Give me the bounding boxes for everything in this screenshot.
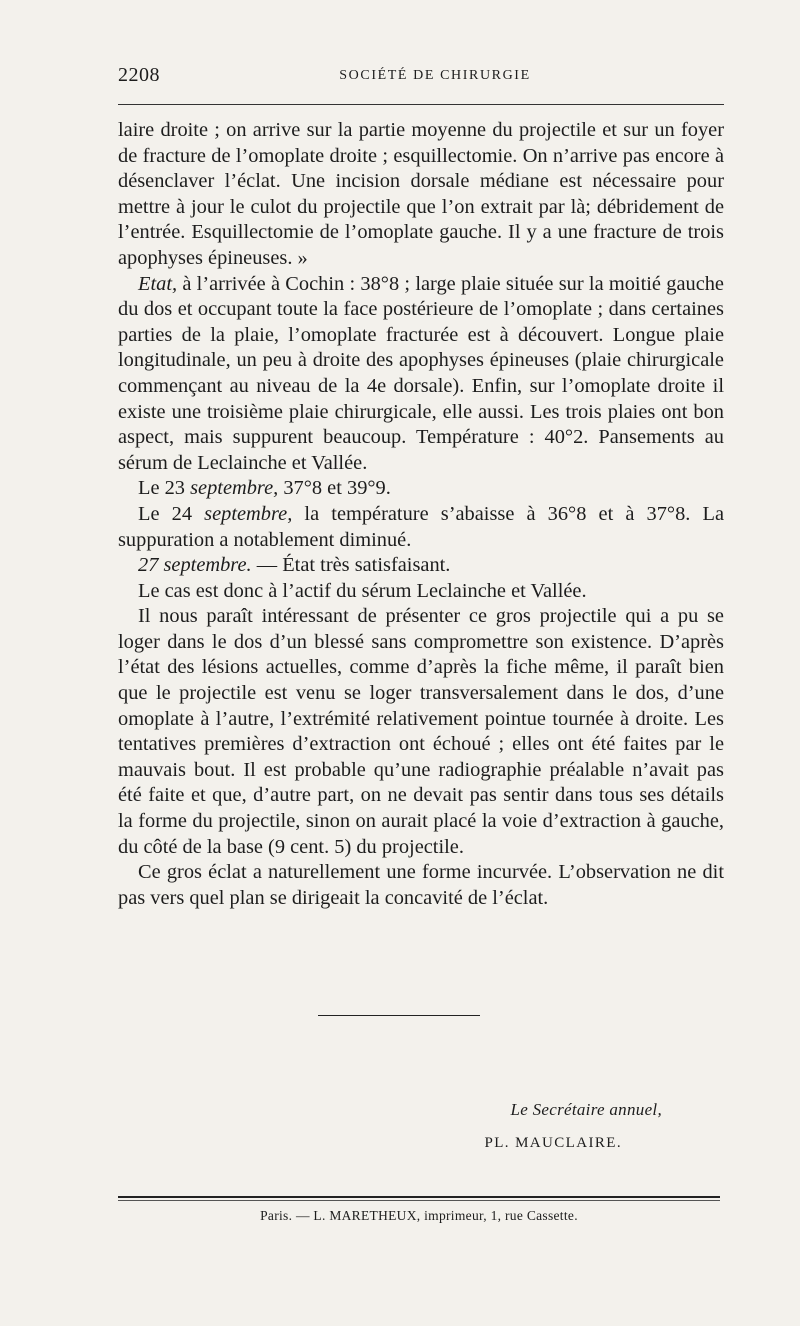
- paragraph-6: Le cas est donc à l’actif du sérum Leclainche et Vallée.: [138, 579, 587, 602]
- printer-imprint: Paris. — L. MARETHEUX, imprimeur, 1, rue Cassette.: [260, 1208, 578, 1223]
- paragraph-4-text: la température s’abaisse à 36°8 et à 37°8. La suppuration a notablement diminué.: [118, 502, 725, 551]
- footer-rule-thick: [118, 1196, 720, 1198]
- paragraph-2: [118, 272, 724, 477]
- paragraph-2-text: à l’arrivée à Cochin : 38°8 ; large plaie située sur la moitié gauche du dos et occupant toute la face postérieure de l’omoplate ; dans certaines parties de la plaie, l’omoplate fracturée est à découvert. Longue plaie longitudinale, un peu à droite des apophyses épineuses (plaie chirurgicale commençant au niveau de la 4e dorsale). Enfin, sur l’omoplate droite il existe une troisième plaie chirurgicale, elle aussi. Les trois plaies ont bon aspect, mais suppurent beaucoup. Température : 40°2. Pansements au sérum de Leclainche et Vallée.: [118, 272, 724, 474]
- paragraph-5-date: 27 septembre.: [138, 554, 252, 577]
- paragraph-3-date: septembre,: [190, 477, 279, 500]
- running-title: SOCIÉTÉ DE CHIRURGIE: [339, 68, 531, 83]
- paragraph-3-pre: Le 23: [138, 477, 191, 500]
- paragraph-4: [118, 502, 724, 553]
- section-end-rule: [318, 1015, 480, 1016]
- paragraph-4-date: septembre,: [204, 502, 293, 525]
- footer-rule-thin: [118, 1200, 720, 1201]
- body-text: [118, 118, 724, 911]
- page-header: [118, 64, 724, 94]
- paragraph-5: [118, 553, 724, 579]
- paragraph-1: laire droite ; on arrive sur la partie moyenne du projectile et sur un foyer de fracture de l’omoplate droite ; esquillectomie. On n’arrive pas encore à désenclaver l’éclat. Une incision dorsale médiane est nécessaire pour mettre à jour le culot du projectile que l’on extrait par là; débridement de l’entrée. Esquillectomie de l’omoplate gauche. Il y a une fracture de trois apophyses épineuses. »: [118, 119, 724, 269]
- paragraph-2-lead: Etat,: [138, 272, 178, 295]
- paragraph-7: Il nous paraît intéressant de présenter ce gros projectile qui a pu se loger dans le dos d’un blessé sans compromettre son existence. D’après l’état des lésions actuelles, comme d’après la fiche même, il paraît bien que le projectile est venu se loger transversalement dans le dos, d’une omoplate à l’autre, l’extrémité relativement pointue tournée à droite. Les tentatives premières d’extraction ont échoué ; elles ont été faites par le mauvais bout. Il est probable qu’une radiographie préalable n’avait pas été faite et que, d’autre part, on ne devait pas sentir dans tous ses détails la forme du projectile, sinon on aurait placé la voie d’extraction à gauche, du côté de la base (9 cent. 5) du projectile.: [118, 605, 724, 858]
- header-rule: [118, 104, 724, 105]
- paragraph-4-pre: Le 24: [138, 502, 205, 525]
- paragraph-8: Ce gros éclat a naturellement une forme incurvée. L’observation ne dit pas vers quel plan se dirigeait la concavité de l’éclat.: [118, 861, 724, 909]
- paragraph-3-text: 37°8 et 39°9.: [278, 477, 391, 500]
- page-number: 2208: [118, 64, 160, 86]
- paragraph-5-text: — État très satisfaisant.: [251, 554, 451, 577]
- signature-role: Le Secrétaire annuel,: [510, 1100, 662, 1119]
- signature-name: PL. MAUCLAIRE.: [484, 1135, 622, 1151]
- paragraph-3: [118, 476, 724, 502]
